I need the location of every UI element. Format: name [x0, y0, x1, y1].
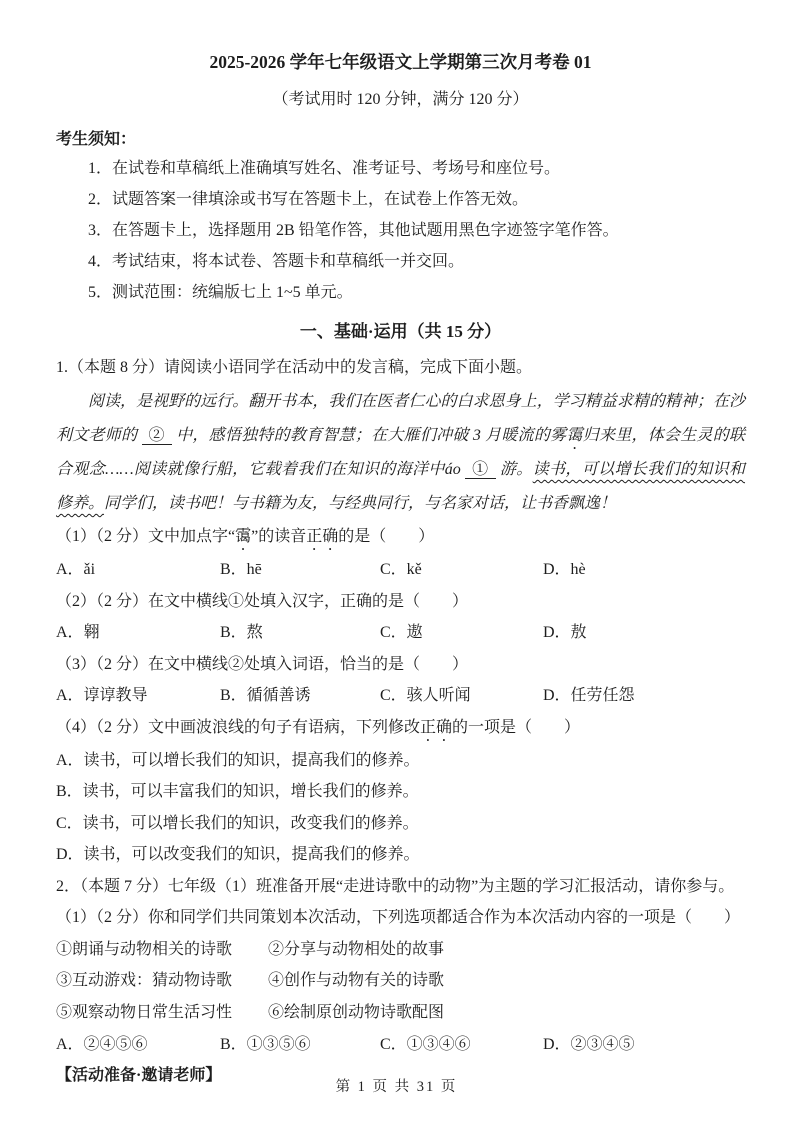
q1-passage: [56, 385, 745, 521]
q1-sub1-stem-post: 的是（ ）: [338, 528, 435, 545]
q2-stem: 2．（本题 7 分）七年级（1）班准备开展“走进诗歌中的动物”为主题的学习汇报活动，请你参与。: [56, 877, 735, 895]
q1-sub4-option-b: B．读书，可以丰富我们的知识，增长我们的修养。: [56, 783, 419, 800]
activity-prep-heading: 【活动准备·邀请老师】: [56, 1067, 222, 1085]
notice-item-2: 2．试题答案一律填涂或书写在答题卡上，在试卷上作答无效。: [88, 191, 529, 208]
passage-seg2: 中，感悟独特的教育智慧；在大雁们冲破 3 月暖流的雾: [176, 427, 567, 444]
q1-sub3-option-a: A．谆谆教导: [56, 687, 148, 704]
q1-sub1-dotted-char: 霭: [235, 528, 252, 545]
footer-page-number: 第 1 页 共 31 页: [335, 1079, 458, 1095]
q1-sub1-option-b: B．hē: [220, 561, 262, 578]
q2-item-3: ③互动游戏：猜动物诗歌: [56, 972, 233, 990]
passage-seg4: 游。: [499, 461, 533, 478]
q1-sub1-option-d: D．hè: [543, 561, 586, 578]
q1-sub4-option-c: C．读书，可以增长我们的知识，改变我们的修养。: [56, 814, 419, 832]
passage-wavy-sentence: 读书，可以增长我们的知识和修养。: [56, 461, 746, 512]
q2-activity-items: [56, 934, 745, 1029]
q1-sub4-emph: 正确: [420, 718, 453, 736]
notice-heading: 考生须知：: [56, 131, 137, 148]
page-title: 2025-2026 学年七年级语文上学期第三次月考卷 01: [209, 52, 592, 72]
passage-blank-1: ①: [465, 461, 495, 479]
q2-item-2: ②分享与动物相处的故事: [268, 940, 445, 958]
q1-sub1-option-a: A．ǎi: [56, 561, 96, 578]
q1-sub3-option-b: B．循循善诱: [220, 687, 311, 704]
q1-sub2-option-c: C．遨: [380, 624, 423, 641]
notice-item-5: 5．测试范围：统编版七上 1~5 单元。: [88, 284, 353, 301]
passage-dotted-char: 霭: [566, 427, 583, 444]
notice-item-1: 1．在试卷和草稿纸上准确填写姓名、准考证号、考场号和座位号。: [88, 160, 561, 177]
q2-item-1: ①朗诵与动物相关的诗歌: [56, 940, 233, 958]
passage-seg3: 归来里，体会生灵的联合观念……阅读就像行船，它载着我们在知识的海洋中áo: [56, 427, 745, 478]
q2-item-6: ⑥绘制原创动物诗歌配图: [268, 1004, 445, 1022]
q1-sub2-option-d: D．敖: [543, 624, 587, 641]
q1-sub3-option-d: D．任劳任怨: [543, 687, 635, 704]
notice-item-4: 4．考试结束，将本试卷、答题卡和草稿纸一并交回。: [88, 253, 465, 270]
notice-section: [56, 127, 745, 308]
q1-sub4-stem-pre: （4）（2 分）文中画波浪线的句子有语病，下列修改: [56, 718, 421, 736]
passage-blank-2: ②: [142, 427, 172, 445]
passage-seg1: 阅读，是视野的远行。翻开书本，我们在医者仁心的白求恩身上，学习精益求精的精神；在沙利文老师的: [56, 393, 745, 444]
q2-sub1-options: [56, 1029, 745, 1061]
notice-item-3: 3．在答题卡上，选择题用 2B 铅笔作答，其他试题用黑色字迹签字笔作答。: [88, 222, 619, 239]
passage-seg5: 同学们，读书吧！与书籍为友，与经典同行，与名家对话，让书香飘逸！: [104, 495, 617, 512]
q1-sub3-options: [56, 680, 745, 712]
q1-stem: 1.（本题 8 分）请阅读小语同学在活动中的发言稿，完成下面小题。: [56, 359, 533, 376]
q1-sub4-option-d: D．读书，可以改变我们的知识，提高我们的修养。: [56, 846, 420, 863]
q1-sub3-stem: （3）（2 分）在文中横线②处填入词语，恰当的是（ ）: [56, 655, 469, 673]
q1-sub1-stem-mid: ”的读音: [251, 528, 307, 545]
q2-sub1-option-b: B．①③⑤⑥: [220, 1035, 311, 1053]
q2-sub1-option-a: A．②④⑤⑥: [56, 1035, 148, 1053]
q1-sub2-option-a: A．翱: [56, 624, 100, 641]
q1-sub4-stem: [56, 712, 745, 745]
q1-sub3-option-c: C．骇人听闻: [380, 687, 471, 704]
q1-sub1-emph: 正确: [306, 528, 339, 545]
q1-sub1-option-c: C．kě: [380, 561, 422, 578]
section1-heading: 一、基础·运用（共 15 分）: [299, 322, 502, 341]
q1-sub1-stem: [56, 521, 745, 554]
q2-item-4: ④创作与动物有关的诗歌: [268, 972, 445, 990]
q1-sub2-stem: （2）（2 分）在文中横线①处填入汉字，正确的是（ ）: [56, 592, 469, 610]
exam-duration-score: （考试用时 120 分钟，满分 120 分）: [272, 91, 529, 108]
q2-item-5: ⑤观察动物日常生活习性: [56, 1004, 233, 1022]
q1-sub4-option-a: A．读书，可以增长我们的知识，提高我们的修养。: [56, 751, 420, 769]
q1-sub2-option-b: B．熬: [220, 624, 263, 641]
q2-sub1-option-c: C．①③④⑥: [380, 1035, 471, 1053]
q1-sub1-stem-pre: （1）（2 分）文中加点字“: [56, 528, 236, 545]
q2-sub1-stem: （1）（2 分）你和同学们共同策划本次活动，下列选项都适合作为本次活动内容的一项是（ ）: [56, 909, 741, 926]
q2-sub1-option-d: D．②③④⑤: [543, 1035, 635, 1053]
q1-sub1-options: [56, 554, 745, 586]
q1-sub2-options: [56, 617, 745, 649]
q1-sub4-stem-post: 的一项是（ ）: [452, 718, 581, 736]
